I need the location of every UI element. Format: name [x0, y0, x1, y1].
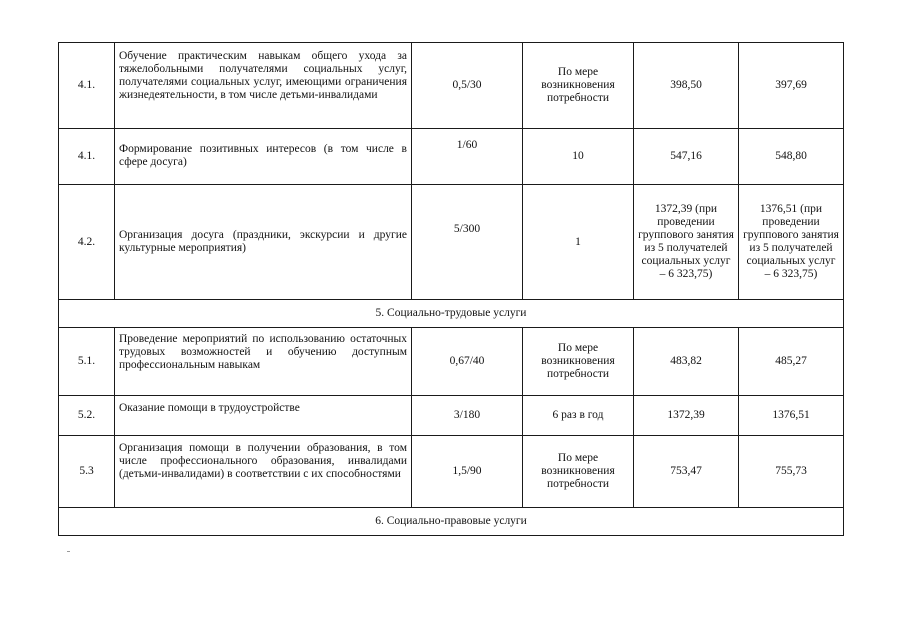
volume-cell: [412, 436, 523, 508]
volume-cell: [412, 129, 523, 185]
price-2-cell: [739, 436, 844, 508]
row-number-cell: [59, 396, 115, 436]
volume-cell: [412, 396, 523, 436]
service-volume: 3/180: [453, 409, 481, 421]
price-1-cell: [634, 396, 739, 436]
section-header-row: [59, 300, 844, 328]
service-frequency: По мере возникновения потребности: [541, 452, 615, 490]
service-price-2: 1376,51 (при проведении группового занятия из 5 получателей социальных услуг – 6 323,75): [743, 203, 839, 280]
row-number-cell: [59, 328, 115, 396]
row-number: 5.2.: [77, 409, 96, 421]
service-frequency: 10: [572, 150, 584, 162]
price-1-cell: [634, 436, 739, 508]
section-header-row: [59, 508, 844, 536]
row-number: 4.1.: [77, 150, 96, 162]
section-title: 5. Социально-трудовые услуги: [375, 307, 527, 319]
table-row: [59, 129, 844, 185]
service-volume: 1,5/90: [452, 465, 482, 477]
row-number-cell: [59, 436, 115, 508]
price-2-cell: [739, 396, 844, 436]
table-row: [59, 185, 844, 300]
service-frequency: 1: [575, 235, 581, 248]
service-name-cell: [115, 396, 412, 436]
price-2-cell: [739, 43, 844, 129]
service-price-1: 753,47: [670, 465, 702, 477]
service-price-2: 1376,51: [772, 409, 810, 421]
price-2-cell: [739, 129, 844, 185]
section-header: [59, 508, 844, 536]
table-row: [59, 436, 844, 508]
service-price-2: 548,80: [775, 150, 807, 162]
section-header: [59, 300, 844, 328]
service-volume: 0,5/30: [452, 79, 482, 91]
service-name: Проведение мероприятий по использованию остаточных трудовых возможностей и обучению доступным профессиональным навыкам: [119, 333, 407, 371]
service-frequency: 6 раз в год: [552, 409, 604, 421]
service-name-cell: [115, 328, 412, 396]
volume-cell: [412, 328, 523, 396]
service-name: Оказание помощи в трудоустройстве: [119, 402, 300, 414]
row-number: 5.3: [79, 465, 94, 477]
volume-cell: [412, 185, 523, 300]
row-number: 5.1.: [77, 355, 96, 367]
service-name: Обучение практическим навыкам общего ухода за тяжелобольными получателями социальных услуг, получателями социальных услуг, имеющими ограничения жизнедеятельности, в том числе детьми-инвалидами: [119, 50, 407, 101]
service-price-1: 483,82: [670, 355, 702, 367]
service-name: Организация помощи в получении образования, в том числе профессионального образования, инвалидами (детьми-инвалидами) в соответствии с их способностями: [119, 442, 407, 480]
service-volume: 0,67/40: [449, 355, 485, 367]
service-price-2: 397,69: [775, 79, 807, 91]
service-frequency: По мере возникновения потребности: [541, 66, 615, 104]
price-1-cell: [634, 129, 739, 185]
frequency-cell: [523, 185, 634, 300]
row-number: 4.2.: [77, 235, 96, 248]
section-title: 6. Социально-правовые услуги: [375, 515, 527, 527]
service-price-2: 485,27: [775, 355, 807, 367]
row-number-cell: [59, 185, 115, 300]
price-2-cell: [739, 185, 844, 300]
service-volume: 5/300: [453, 223, 481, 235]
service-name: Организация досуга (праздники, экскурсии и другие культурные мероприятия): [119, 229, 407, 254]
service-name-cell: [115, 43, 412, 129]
price-1-cell: [634, 185, 739, 300]
service-name-cell: [115, 436, 412, 508]
scan-artifact-mark: [67, 551, 70, 552]
frequency-cell: [523, 396, 634, 436]
service-name-cell: [115, 185, 412, 300]
table-row: [59, 396, 844, 436]
service-price-1: 547,16: [670, 150, 702, 162]
row-number: 4.1.: [77, 79, 96, 91]
service-price-1: 398,50: [670, 79, 702, 91]
volume-cell: [412, 43, 523, 129]
table-row: [59, 328, 844, 396]
service-price-1: 1372,39 (при проведении группового занятия из 5 получателей социальных услуг – 6 323,75): [638, 203, 734, 280]
row-number-cell: [59, 43, 115, 129]
service-volume: 1/60: [456, 139, 478, 151]
service-price-1: 1372,39: [667, 409, 705, 421]
price-2-cell: [739, 328, 844, 396]
service-name-cell: [115, 129, 412, 185]
frequency-cell: [523, 328, 634, 396]
service-name: Формирование позитивных интересов (в том числе в сфере досуга): [119, 143, 407, 168]
service-frequency: По мере возникновения потребности: [541, 342, 615, 380]
row-number-cell: [59, 129, 115, 185]
table-row: [59, 43, 844, 129]
service-price-2: 755,73: [775, 465, 807, 477]
price-1-cell: [634, 43, 739, 129]
frequency-cell: [523, 43, 634, 129]
frequency-cell: [523, 129, 634, 185]
services-tariff-table: [58, 42, 844, 536]
frequency-cell: [523, 436, 634, 508]
price-1-cell: [634, 328, 739, 396]
